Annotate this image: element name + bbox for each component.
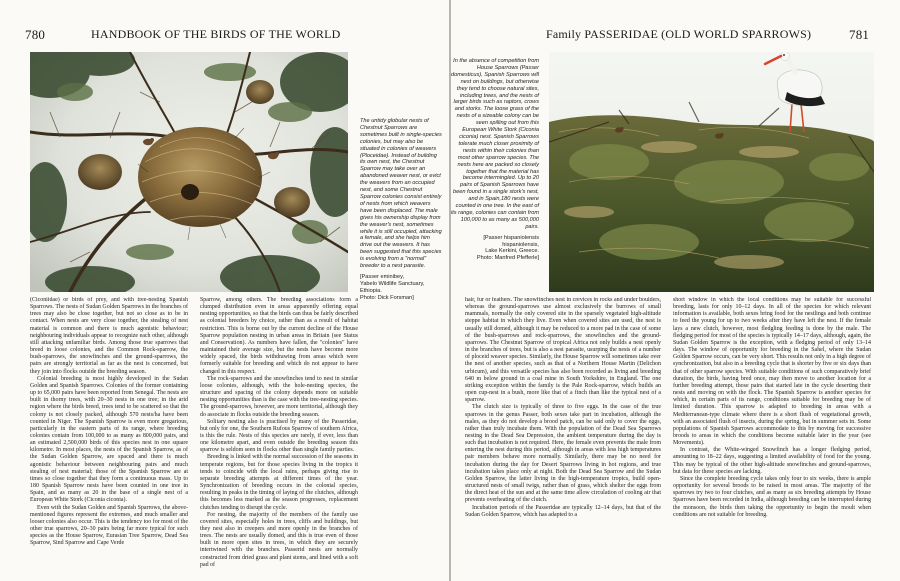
left-page-column-2 [200,297,358,578]
spanish-sparrow-caption-text: In the absence of competition from House Sparrows (Passer domesticus), Spanish Sparrows will nest on buildings, but otherwise they tend to choose natural sites, including trees, and the nests of larger birds such as raptors, crows and storks. The loose grass of the nests of a sizeable colony can be seen spilling out from this European White Stork (Ciconia ciconia) nest. Spanish Sparrows tolerate much closer proximity of nests within their colonies than most other sparrow species. The nests here are packed so closely together that the material has become intermingled. Up to 20 pairs of Spanish Sparrows have been found in a single stork's nest, and in Spain,180 nests were counted in one tree. In the east of its range, colonies can contain from 100,000 to as many as 500,000 pairs. [451,58,539,230]
spanish-sparrow-photo [549,52,874,292]
left-page-column-1 [30,297,188,578]
spanish-sparrow-species: [Passer hispaniolensis hispaniolensis, [483,234,539,248]
left-running-head: HANDBOOK OF THE BIRDS OF THE WORLD [91,27,341,41]
chestnut-sparrow-photographer: Photo: Dick Forsman] [360,294,414,301]
right-page-number: 781 [849,27,870,42]
spanish-sparrow-photographer: Photo: Manfred Pfefferle] [476,255,539,262]
chestnut-sparrow-photo [30,52,348,292]
left-col2-paragraph: For nesting, the majority of the members of the family use covered sites, especially holes in trees, cliffs and buildings, but they nest also in creepers and more openly in the branches of trees. The nests are usually domed, and this is true even of those built in more open sites in trees, in which they are securely intertwined with the branches. Passerid nests are normally constructed from dried grass and plant stems, and lined with a soft pad of [200,511,358,568]
left-page [0,0,449,581]
right-page-column-1 [465,297,661,578]
chestnut-sparrow-credit [360,274,442,302]
left-col1-paragraph: (Ciconiidae) or birds of prey, and with tree-nesting Spanish Sparrows. The nests of Sudan Golden Sparrows in the branches of trees may also be close together, but not so close as to be in contact. When nests are very close together, the stealing of nest material is common and there is much agonistic behaviour; neighbouring individuals appear to recognize each other, although still attacking unfamiliar birds. Among those true sparrows that breed in loose colonies, and the Common Rock-sparrow, the bush-sparrows, the snowfinches and the ground-sparrows, the pairs are strongly territorial as far as the nest is concerned, but they join into flocks outside the breeding season. [30,297,188,375]
left-col2-paragraph: Sparrow, among others. The breeding associations form a clumped distribution even in areas apparently offering equal nesting opportunities, so that the birds can thus be fairly described as colonial breeders by choice, rather than as a result of habitat restriction. This is borne out by the current decline of the House Sparrow population nesting in urban areas in Britain (see Status and Conservation). As numbers have fallen, the "colonies" have maintained their average size, but the nests have become more widely spaced, the birds withdrawing from areas which were formerly suitable for breeding and which do not appear to have changed in this respect. [200,297,358,375]
chestnut-sparrow-location: Yabelo Wildlife Sanctuary, Ethiopia. [360,280,425,294]
right-col1-paragraph: Incubation periods of the Passeridae are typically 12–14 days, but that of the Sudan Golden Sparrow, which has adapted to a [465,504,661,518]
spanish-sparrow-location: Lake Kerkini, Greece. [485,248,539,255]
left-col1-paragraph: Even with the Sudan Golden and Spanish Sparrows, the above-mentioned figures represent the extremes, and much smaller and looser colonies also occur. This is the tendency too for most of the other true sparrows, 20–30 pairs being far more typical for such species as the House Sparrow, Eurasian Tree Sparrow, Dead Sea Sparrow, Sind Sparrow and Cape Verde [30,504,188,547]
right-running-head: Family PASSERIDAE (OLD WORLD SPARROWS) [546,27,812,41]
right-col1-paragraph: hair, fur or feathers. The snowfinches nest in crevices in rocks and under boulders, whereas the ground-sparrows use almost exclusively the burrows of small mammals, normally the only covered site in the sparsely vegetated high-altitude steppe habitat in which they live. Even when covered sites are used, the nest is usually still domed, although it may be reduced to a more pad in the case of some of the bush-sparrows and rock-sparrows, the snowfinches and the ground-sparrows. The Chestnut Sparrow of tropical Africa not only builds a nest openly in the branches of trees, but is also a nest parasite, usurping the nests of a number of ploceid weaver species. Similarly, the House Sparrow will sometimes take over the nest of another species, such as that of a Northern House Martin (Delichon urbicum), and this versatile species has also been recorded as living and breeding 640 m below ground in a coal mine in South Yorkshire, in England. The one striking exception within the family is the Pale Rock-sparrow, which builds an open cup-nest in a bush, more like that of a finch than like the typical nest of a sparrow. [465,297,661,404]
right-page-column-2 [673,297,871,578]
white-stork-nest-image [549,52,874,292]
left-col2-paragraph: Solitary nesting also is practised by many of the Passeridae, but only for one, the Southern Rufous Sparrow of southern Africa, is this the rule. Nests of this species are rarely, if ever, less than one kilometre apart, and even outside the breeding season this sparrow is seldom seen in flocks other than single family parties. [200,418,358,454]
chestnut-sparrow-caption [360,118,442,302]
chestnut-sparrow-species: [Passer eminibey, [360,273,405,280]
left-col2-paragraph: The rock-sparrows and the snowfinches tend to nest in similar loose colonies, although, with the hole-nesting species, the structure and spacing of the colony depends more on suitable nesting opportunities than is the case with the tree-nesting species. The ground-sparrows, however, are more territorial, although they do associate in flocks outside the breeding season. [200,375,358,418]
right-col2-paragraph: short window in which the local conditions may be suitable for successful breeding, lasts for only 10–12 days. In all of the species for which relevant information is available, both sexes bring food for the nestlings and both continue to feed the young for up to two weeks after they have left the nest. If the female lays a new clutch, however, most fledgling feeding is done by the male. The fledging period for most of the species is typically 14–17 days, although, again, the Sudan Golden Sparrow is the exception, with a fledging period of only 13–14 days. The window of opportunity for breeding in the Sahel, where the Sudan Golden Sparrow occurs, can be very short. This results not only in a high degree of synchronization, but also in a breeding cycle that is shorter by five or six days than that of other sparrow species. With suitable conditions of such comparatively brief duration, the birds, having bred once, may then move to another location for a further breeding attempt, those pairs that started late in the cycle deserting their nests and moving on with the flock. The Spanish Sparrow is another species for which, in certain parts of its range, conditions suitable for breeding may be of limited duration. This sparrow is adapted to breeding in areas with a Mediterranean-type climate where there is a short flush of vegetational growth, with an associated flush of insects, during the spring, but in summer sets in. Some populations of Spanish Sparrows accommodate to this by moving for successive broods to areas in which the conditions become suitable later in the year (see Movements). [673,297,871,447]
spanish-sparrow-caption [451,58,539,262]
left-col1-paragraph: Colonial breeding is most highly developed in the Sudan Golden and Spanish Sparrows. Colonies of the former containing up to 65,000 pairs have been reported from Senegal. The nests are built in thorny trees, with 20–30 nests in one tree; in the arid region where the birds breed, trees tend to be scattered so that the colony is not closely packed, although 570 nests/ha have been counted in Niger. The Spanish Sparrow is even more gregarious, particularly in the eastern parts of its range, where breeding colonies contain from 100,000 to as many as 800,000 pairs, and an estimated 2,500,000 birds of this species nest in one square kilometre. In most places, the nests of the Spanish Sparrow, as of the Sudan Golden Sparrow, are spaced and there is much agonistic behaviour between neighbouring pairs and much stealing of nest material; those of the Spanish Sparrow are at times so close together that they form a continuous mass. Up to 180 Spanish Sparrow nests have been counted in one tree in Spain, and as many as 20 in the base of a single nest of a European White Stork (Ciconia ciconia). [30,375,188,504]
left-col2-paragraph: Breeding is linked with the normal succession of the seasons in temperate regions, but for those species living in the tropics it tends to coincide with the local rains, perhaps giving rise to separate breeding attempts at different times of the year. Synchronization of breeding occurs in the colonial species, resulting in peaks in the timing of laying of the clutches, although this becomes less marked as the season progresses, replacement clutches tending to disrupt the cycle. [200,454,358,511]
chestnut-sparrow-caption-text: The untidy globular nests of Chestnut Sparrows are sometimes built in single-species colonies, but may also be situated in colonies of weavers (Ploceidae). Instead of building its own nest, the Chestnut Sparrow may take over an abandoned weaver nest, or evict the weavers from an occupied nest, and some Chestnut Sparrow colonies consist entirely of nests from which weavers have been displaced. The male gives his ownership display from the weaver's nest, sometimes while it is still occupied, attacking a female, and she helps him drive out the weavers. It has been suggested that this species is evolving from a "normal" breeder to a nest parasite. [360,118,442,270]
chestnut-sparrow-nest-image [30,52,348,292]
left-page-number: 780 [25,27,46,42]
right-col2-paragraph: Since the complete breeding cycle takes only four to six weeks, there is ample opportunity for several broods to be raised in most areas. The majority of the sparrows try two to four clutches, and as many as six breeding attempts by House Sparrows have been recorded in India, although breeding can be interrupted during the monsoon, the birds then taking the opportunity to begin the moult when conditions are not suitable for breeding. [673,475,871,518]
right-col2-paragraph: In contrast, the White-winged Snowfinch has a longer fledging period, amounting to 18–22 days, suggesting a limited availability of food for the young. This may be typical of the other high-altitude snowfinches and ground-sparrows, but data for these species are lacking. [673,447,871,475]
right-page [451,0,900,581]
right-col1-paragraph: The clutch size is typically of three to five eggs. In the case of the true sparrows in the genus Passer, both sexes take part in incubation, although the males, as they do not develop a brood patch, can be said only to cover the eggs, rather than truly incubate them. With the population of the Dead Sea Sparrows nesting in the Dead Sea Depression, the ambient temperature during the day is such that incubation is not required. Here, the female even prevents the male from entering the nest during this period, although in areas with less high temperatures pair members behave more normally. Similarly, there may be no need for incubation during the day for Desert Sparrows living in hot regions, and true incubation takes place only at night. Both the Dead Sea Sparrow and the Sudan Golden Sparrow, the latter living in the high-temperature tropics, build open-structured nests of small twigs, rather than of grass, which shelter the eggs from the direct heat of the sun and at the same time allow circulation of cooling air that prevents overheating of the clutch. [465,404,661,504]
spanish-sparrow-credit [451,235,539,263]
